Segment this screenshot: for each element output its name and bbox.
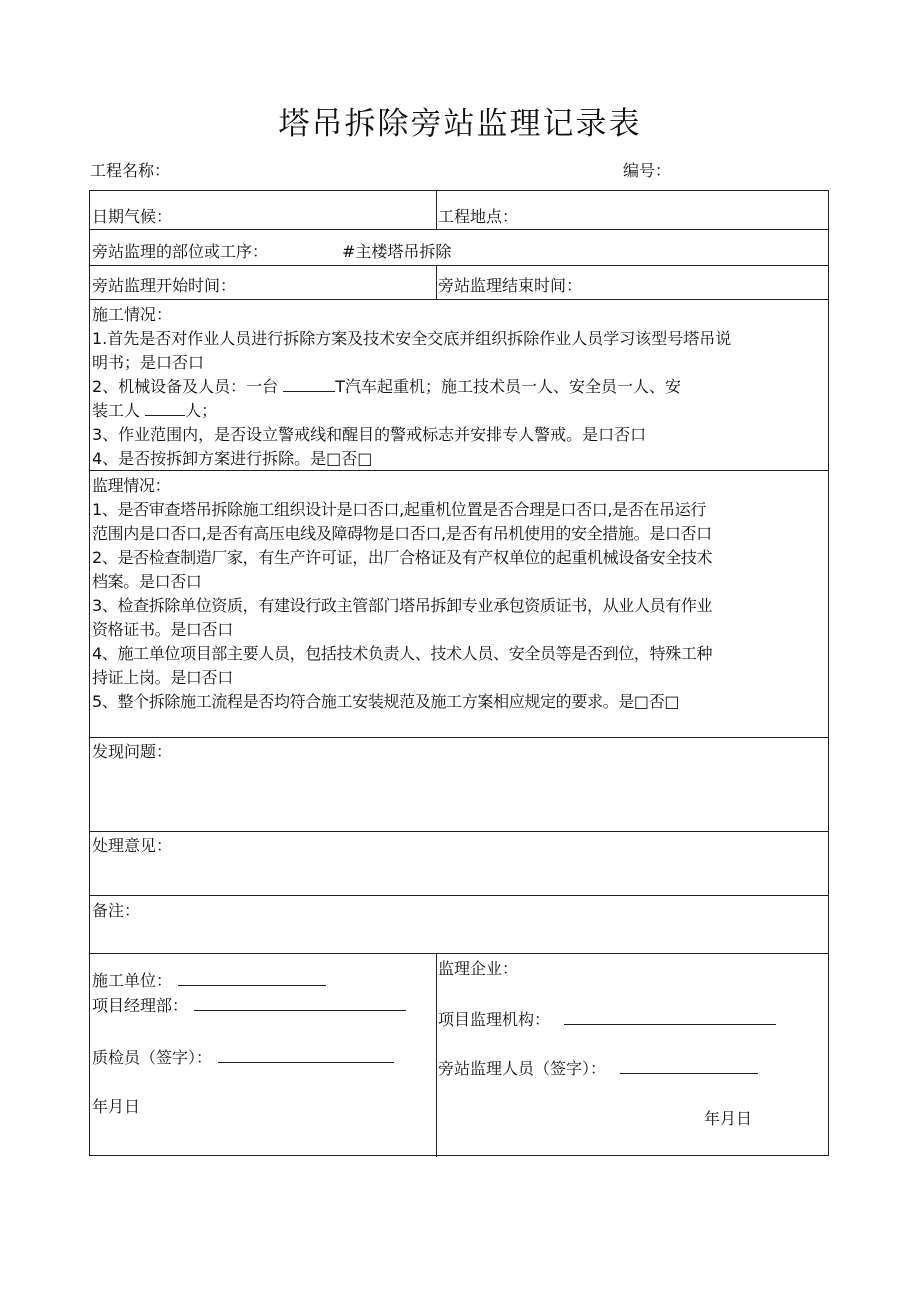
supervisor-person-label: 旁站监理人员（签字）：	[438, 1057, 758, 1081]
supervision-line: 资格证书。是口否口	[92, 620, 233, 639]
supervision-situation-section	[92, 474, 826, 714]
quality-inspector-signature-blank[interactable]	[218, 1046, 394, 1063]
row-divider	[90, 737, 828, 738]
supervision-line: 5、整个拆除施工流程是否均符合施工安装规范及施工方案相应规定的要求。是□否□	[92, 692, 680, 711]
supervision-line: 4、施工单位项目部主要人员，包括技术负责人、技术人员、安全员等是否到位，特殊工种	[92, 644, 713, 663]
remarks-label: 备注：	[92, 901, 141, 920]
form-title: 塔吊拆除旁站监理记录表	[278, 106, 642, 142]
row-divider	[90, 895, 828, 896]
number-label: 编号：	[623, 161, 672, 180]
supervision-line: 3、检查拆除单位资质，有建设行政主管部门塔吊拆卸专业承包资质证书，从业人员有作业	[92, 596, 713, 615]
supervision-org-blank[interactable]	[564, 1008, 776, 1025]
construction-line-workers: 装工人 人；	[92, 401, 218, 420]
contractor-unit-label: 施工单位：	[92, 969, 326, 993]
column-divider	[436, 953, 437, 1157]
crane-tonnage-blank[interactable]	[283, 375, 335, 392]
handling-opinion-label: 处理意见：	[92, 836, 173, 855]
supervision-org-label: 项目监理机构：	[438, 1008, 776, 1032]
project-location-label: 工程地点：	[438, 207, 519, 226]
installer-count-blank[interactable]	[145, 399, 185, 416]
project-name-label: 工程名称：	[90, 161, 171, 180]
row-divider	[90, 299, 828, 300]
supervision-heading: 监理情况：	[92, 476, 171, 495]
construction-line: 明书；是口否口	[92, 353, 205, 372]
construction-line: 1.首先是否对作业人员进行拆除方案及技术安全交底并组织拆除作业人员学习该型号塔吊说	[92, 329, 732, 348]
construction-heading: 施工情况：	[92, 305, 173, 324]
row-divider	[90, 229, 828, 230]
date-weather-label: 日期气候：	[92, 207, 173, 226]
row-divider	[90, 831, 828, 832]
column-divider	[436, 265, 437, 299]
record-form-table	[89, 190, 829, 1156]
end-time-label: 旁站监理结束时间：	[438, 276, 583, 295]
supervision-line: 档案。是口否口	[92, 572, 202, 591]
supervision-company-label: 监理企业：	[438, 959, 519, 978]
supervision-line: 2、是否检查制造厂家，有生产许可证，出厂合格证及有产权单位的起重机械设备安全技术	[92, 548, 713, 567]
supervision-line: 持证上岗。是口否口	[92, 668, 233, 687]
column-divider	[436, 191, 437, 229]
construction-line: 4、是否按拆卸方案进行拆除。是□否□	[92, 449, 373, 468]
supervised-part-label: 旁站监理的部位或工序：	[92, 242, 269, 261]
supervised-part-value: #主楼塔吊拆除	[342, 242, 452, 261]
supervision-line: 1、是否审查塔吊拆除施工组织设计是口否口,起重机位置是否合理是口否口,是否在吊运行	[92, 500, 707, 519]
contractor-date-label: 年月日	[92, 1097, 141, 1116]
construction-situation-section	[92, 303, 826, 471]
problems-found-label: 发现问题：	[92, 742, 173, 761]
project-manager-dept-blank[interactable]	[194, 994, 406, 1011]
project-manager-dept-label: 项目经理部：	[92, 994, 406, 1018]
supervision-line: 范围内是口否口,是否有高压电线及障碍物是口否口,是否有吊机使用的安全措施。是口否口	[92, 524, 712, 543]
supervisor-signature-blank[interactable]	[620, 1057, 758, 1074]
quality-inspector-label: 质检员（签字）：	[92, 1046, 394, 1070]
construction-line: 3、作业范围内，是否设立警戒线和醒目的警戒标志并安排专人警戒。是口否口	[92, 425, 647, 444]
start-time-label: 旁站监理开始时间：	[92, 276, 237, 295]
row-divider	[90, 953, 828, 954]
construction-line-equipment: 2、机械设备及人员：一台 T汽车起重机；施工技术员一人、安全员一人、安	[92, 377, 682, 396]
supervisor-date-label: 年月日	[704, 1109, 753, 1128]
contractor-unit-blank[interactable]	[178, 969, 326, 986]
row-divider	[90, 265, 828, 266]
